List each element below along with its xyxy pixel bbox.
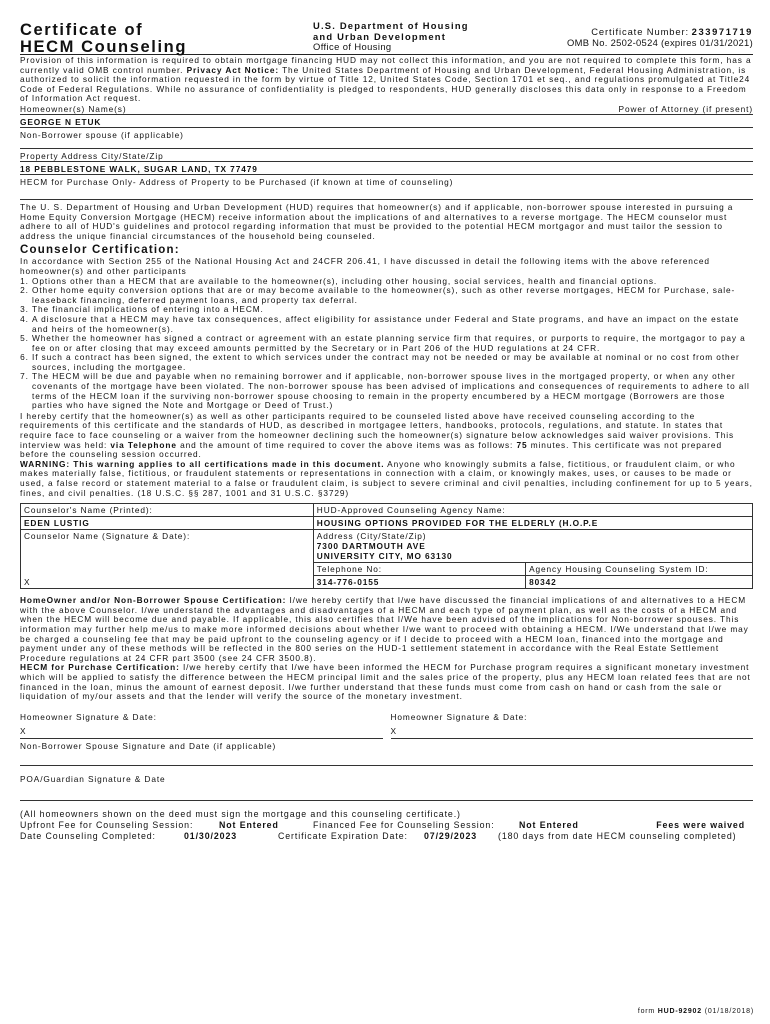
list-item: 7. The HECM will be due and payable when no remaining borrower and if applicable, non-borrower spouse lives in the mortgaged property, or when any other covenants of the mortgage have been violated. The non-borrower spouse has been advised of implications and consequences of requirements to adhere to all terms of the HECM loan if the surviving non-borrower spouse choosing to remain in the property encumbered by a HECM mortgage (Borrowers are those parties who have signed the Note and Mortgage or Deed of Trust.) bbox=[32, 372, 753, 410]
certificate-page bbox=[20, 18, 753, 842]
title-line-2: HECM Counseling bbox=[20, 38, 187, 56]
upfront-fee-label: Upfront Fee for Counseling Session: bbox=[20, 819, 194, 830]
page-title bbox=[20, 22, 187, 56]
expiration-note: (180 days from date HECM counseling completed) bbox=[498, 830, 737, 841]
homeowner-cert-label: HomeOwner and/or Non-Borrower Spouse Certification: bbox=[20, 595, 287, 606]
agency-address-label: Address (City/State/Zip) bbox=[316, 531, 427, 542]
homeowner-signature-2 bbox=[391, 710, 754, 739]
certify-paragraph bbox=[20, 412, 753, 498]
agency-address-line-1: 7300 DARTMOUTH AVE bbox=[316, 541, 426, 552]
purchase-address-field: HECM for Purchase Only- Address of Property to be Purchased (if known at time of counseling) bbox=[20, 175, 753, 200]
interview-minutes: 75 bbox=[516, 439, 528, 450]
warning-label: WARNING: This warning applies to all certifications made in this document. bbox=[20, 458, 385, 469]
certificate-number-label: Certificate Number: bbox=[591, 26, 690, 37]
fees-waived: Fees were waived bbox=[656, 819, 745, 830]
nonborrower-signature-row bbox=[20, 739, 753, 766]
list-item: 1. Options other than a HECM that are available to the homeowner(s), including other housing, social services, health and financial options. bbox=[32, 277, 753, 287]
agency-block bbox=[313, 21, 469, 53]
certificate-number: 233971719 bbox=[691, 26, 753, 37]
nonborrower-signature-label: Non-Borrower Spouse Signature and Date (if applicable) bbox=[20, 739, 753, 766]
homeowner-signature-label: Homeowner Signature & Date: bbox=[390, 711, 528, 722]
counselor-signature-x: X bbox=[24, 577, 31, 588]
date-completed-label: Date Counseling Completed: bbox=[20, 830, 156, 841]
poa-label: Power of Attorney (if present) bbox=[618, 103, 753, 114]
date-completed-value: 01/30/2023 bbox=[184, 830, 238, 841]
agency-line-1: U.S. Department of Housing bbox=[313, 20, 469, 31]
financed-fee-value: Not Entered bbox=[519, 819, 579, 830]
form-number: HUD-92902 bbox=[657, 1008, 702, 1015]
property-address-label: Property Address City/State/Zip bbox=[20, 149, 753, 162]
homeowner-name: GEORGE N ETUK bbox=[20, 115, 753, 128]
counseling-items-list bbox=[20, 277, 753, 411]
form-footer bbox=[638, 1008, 754, 1015]
warning-text: Anyone who knowingly submits a false, fictitious, or fraudulent claim, or who makes materially false, fictitious, or fraudulent statements or representations in connection with a claim, or knowingly makes, uses, or causes to be made or used, a false record or statement material to a false or fraudulent claim, is subject to severe criminal and civil penalties, including confinement for up to 5 years, fines, and civil penalties. (18 U.S.C. §§ 287, 1001 and 31 U.S.C. §3729) bbox=[20, 458, 753, 498]
expiration-label: Certificate Expiration Date: bbox=[278, 830, 408, 841]
certify-text-b: and the amount of time required to cover the above items was as follows: bbox=[180, 439, 514, 450]
agency-name-value: HOUSING OPTIONS PROVIDED FOR THE ELDERLY (H.O.P.E bbox=[313, 517, 752, 530]
date-row bbox=[20, 831, 753, 842]
signature-x: X bbox=[390, 725, 397, 736]
intro-paragraph: The U. S. Department of Housing and Urban Development (HUD) requires that homeowner(s) and if applicable, non-borrower spouse interested in pursuing a Home Equity Conversion Mortgage (HECM) receive information about the implications of and alternatives to a reverse mortgage. The HECM counselor must adhere to all of HUD's guidelines and protocol regarding information that must be provided to the potential HECM mortgagor and must tailor the session to address the unique financial circumstances of the household being counseled. bbox=[20, 201, 734, 241]
purchase-cert-label: HECM for Purchase Certification: bbox=[20, 662, 180, 673]
interview-method: via Telephone bbox=[110, 439, 177, 450]
poa-signature-row bbox=[20, 766, 753, 801]
counselor-name-value: EDEN LUSTIG bbox=[21, 517, 314, 530]
homeowner-label-row bbox=[20, 104, 753, 115]
form-date: (01/18/2018) bbox=[704, 1008, 754, 1015]
certificate-number-block bbox=[567, 26, 753, 48]
agency-line-3: Office of Housing bbox=[313, 41, 392, 52]
system-id-label: Agency Housing Counseling System ID: bbox=[526, 563, 753, 576]
provision-paragraph bbox=[20, 56, 753, 104]
title-line-1: Certificate of bbox=[20, 21, 144, 39]
signature-x: X bbox=[20, 725, 27, 736]
agency-address-cell bbox=[313, 530, 752, 563]
omb-number: OMB No. 2502-0524 (expires 01/31/2021) bbox=[567, 37, 753, 48]
list-item: 4. A disclosure that a HECM may have tax consequences, affect eligibility for assistance under Federal and State programs, and have an impact on the estate and heirs of the homeowner(s). bbox=[32, 315, 753, 334]
list-item: 3. The financial implications of entering into a HECM. bbox=[32, 305, 753, 315]
telephone-value: 314-776-0155 bbox=[313, 576, 525, 589]
counselor-signature-label: Counselor Name (Signature & Date): bbox=[24, 531, 191, 542]
counselor-signature-cell bbox=[21, 530, 314, 589]
certify-text-a: I hereby certify that the homeowner(s) as well as other participants required to be counseled listed above have received counseling according to the requirements of this certificate and the standards of HUD, as described in mortgagee letters, handbooks, protocols, regulations, and statute. In states that require face to face counseling or a waiver from the homeowner declining such the homeowner(s) signature below acknowledges said waiver provisions. This interview was held: bbox=[20, 410, 735, 450]
certify-text-c: minutes. This certificate was not prepared before the counseling session occurred. bbox=[20, 439, 722, 460]
telephone-label: Telephone No: bbox=[313, 563, 525, 576]
deed-note: (All homeowners shown on the deed must sign the mortgage and this counseling certificate.) bbox=[20, 808, 461, 819]
expiration-value: 07/29/2023 bbox=[424, 830, 478, 841]
homeowner-signature-label: Homeowner Signature & Date: bbox=[20, 711, 157, 722]
homeowner-signature-1 bbox=[20, 710, 383, 739]
agency-line-2: and Urban Development bbox=[313, 30, 447, 42]
homeowner-label: Homeowner(s) Name(s) bbox=[20, 103, 127, 114]
homeowner-certification bbox=[20, 596, 753, 702]
counselor-info-table bbox=[20, 503, 753, 589]
agency-name-label: HUD-Approved Counseling Agency Name: bbox=[313, 504, 752, 517]
fee-summary bbox=[20, 809, 753, 842]
fee-row bbox=[20, 820, 753, 831]
provision-text-a: Provision of this information is required to obtain mortgage financing HUD may not collect this information, and you are not required to complete this form, has a currently valid OMB control number. bbox=[20, 55, 752, 75]
poa-signature-label: POA/Guardian Signature & Date bbox=[20, 766, 753, 801]
financed-fee-label: Financed Fee for Counseling Session: bbox=[313, 819, 495, 830]
homeowner-signature-row bbox=[20, 710, 753, 739]
header bbox=[20, 18, 753, 54]
counselor-lead: In accordance with Section 255 of the National Housing Act and 24CFR 206.41, I have discussed in detail the following items with the above referenced homeowner(s) and other participants bbox=[20, 256, 710, 276]
agency-address-line-2: UNIVERSITY CITY, MO 63130 bbox=[316, 551, 453, 562]
upfront-fee-value: Not Entered bbox=[219, 819, 279, 830]
nonborrower-spouse-field: Non-Borrower spouse (if applicable) bbox=[20, 128, 753, 149]
property-address-value: 18 PEBBLESTONE WALK, SUGAR LAND, TX 77479 bbox=[20, 162, 753, 175]
list-item: 6. If such a contract has been signed, the extent to which services under the contract may not be needed or may be available at nominal or no cost from other sources, including the mortgagee. bbox=[32, 353, 753, 372]
purchase-cert-text: I/we hereby certify that I/we have been informed the HECM for Purchase program requires a significant monetary investment which will be applied to satisfy the difference between the HECM principal limit and the sales price of the property, plus any HECM loan related fees that are not financed in the loan, minus the amount of earnest deposit. I/we further understand that these funds must come from cash on hand or cash from the sale or liquidation of my/our assets and that the lender will verify the source of the monetary investment. bbox=[20, 662, 751, 702]
counselor-certification-body bbox=[20, 257, 753, 498]
counselor-certification-title: Counselor Certification: bbox=[20, 244, 180, 257]
system-id-value: 80342 bbox=[526, 576, 753, 589]
list-item: 2. Other home equity conversion options that are or may become available to the homeowner(s), such as other reverse mortgages, HECM for Purchase, sale-leaseback financing, deferred payment loans, and property tax deferral. bbox=[32, 286, 753, 305]
form-label: form bbox=[637, 1008, 656, 1015]
counselor-name-label: Counselor's Name (Printed): bbox=[21, 504, 314, 517]
homeowner-cert-text: I/we hereby certify that I/we have discussed the financial implications of and alternatives to a HECM with the above Counselor. I/we understand the advantages and disadvantages of a HECM and each type of payment plan, as well as the costs of a HECM and when the HECM will become due and payable. If applicable, this also certifies that I/We have been advised of the implications for Non-borrower spouses. This information may further help me/us to make more informed decisions about whether I/we want to proceed with obtaining a HECM. I/We understand that I/we may be charged a counseling fee that may be paid upfront to the counseling agency or if I decide to proceed with a HECM loan, financed into the mortgage and payment under any of these methods will be reflected in the 800 series on the HUD-1 settlement statement in accordance with the Real Estate Settlement Procedure regulations at 24 CFR part 3500 (see 24 CFR 3500.8). bbox=[20, 595, 749, 663]
list-item: 5. Whether the homeowner has signed a contract or agreement with an estate planning service firm that requires, or purports to require, the mortgagor to pay a fee on or after closing that may exceed amounts permitted by the Secretary or in Part 206 of the HUD regulations at 24 CFR. bbox=[32, 334, 753, 353]
provision-text-b: The United States Department of Housing and Urban Development, Federal Housing Administration, is authorized to solicit the information requested in the form by virtue of Title 12, United States Code, Section 1701 et seq., and regulations promulgated at Title24 Code of Federal Regulations. While no assurance of confidentiality is pledged to respondents, HUD generally discloses this data only in response to a Freedom of Information Act request. bbox=[20, 64, 751, 104]
privacy-act-label: Privacy Act Notice: bbox=[186, 64, 280, 75]
